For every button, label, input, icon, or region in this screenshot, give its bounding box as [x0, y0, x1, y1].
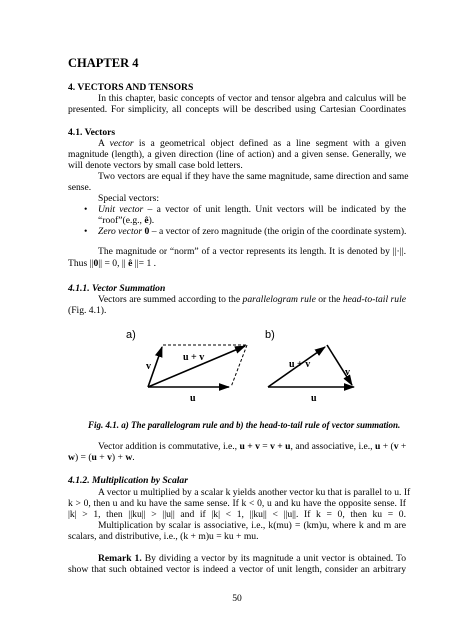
equal-vectors-line-1: Two vectors are equal if they have the same magnitude, same direction and same — [98, 171, 409, 182]
page-number: 50 — [232, 593, 242, 604]
bullet-2: • — [84, 226, 88, 237]
addition-line-1: Vector addition is commutative, i.e., u + v = v + u, and associative, i.e., u + (v + — [98, 441, 407, 452]
fig-a-label-v: v — [146, 361, 151, 372]
fig-panel-b-label: b) — [265, 329, 275, 341]
fig-a-label-u: u — [190, 393, 196, 404]
figure-caption: Fig. 4.1. a) The parallelogram rule and b) the head-to-tail rule of vector summation. — [88, 420, 401, 430]
zero-vector-line: Zero vector 0 – a vector of zero magnitude (the origin of the coordinate system). — [98, 226, 407, 237]
fig-b-label-u: u — [311, 393, 317, 404]
fig-b-label-u-plus-v: u + v — [289, 359, 311, 370]
scalar-line-3: |k| > 1, then ||ku|| > ||u|| and if |k| < 1, ||ku|| < ||u||. If k = 0, then ku = 0. — [68, 509, 406, 520]
bullet-1: • — [84, 204, 88, 215]
vector-definition-line-1: A vector is a geometrical object defined as a line segment with a given — [98, 138, 406, 149]
unit-vector-line-1: Unit vector – a vector of unit length. Unit vectors will be indicated by the — [98, 204, 406, 215]
scalar-line-5: scalars, and distributive, i.e., (k + m)u = ku + mu. — [68, 531, 259, 542]
chapter-heading: CHAPTER 4 — [68, 56, 139, 70]
unit-vector-line-2: “roof”(e.g., ê). — [98, 215, 155, 226]
scalar-line-1: A vector u multiplied by a scalar k yields another vector ku that is parallel to u. If — [98, 487, 411, 498]
equal-vectors-line-2: sense. — [68, 182, 92, 193]
summation-line-1: Vectors are summed according to the parallelogram rule or the head-to-tail rule — [98, 294, 406, 305]
fig-panel-a-label: a) — [126, 329, 136, 341]
scalar-line-2: k > 0, then u and ku have the same sense. If k < 0, u and ku have the opposite sense. If — [68, 498, 406, 509]
addition-line-2: w) = (u + v) + w. — [68, 452, 135, 463]
summation-line-2: (Fig. 4.1). — [68, 305, 107, 316]
section-4-1-1-heading: 4.1.1. Vector Summation — [68, 283, 166, 294]
norm-line-1: The magnitude or “norm” of a vector represents its length. It is denoted by ||·||. — [98, 246, 406, 257]
norm-line-2: Thus ||0|| = 0, || ê ||= 1 . — [68, 258, 157, 269]
intro-line-2: presented. For simplicity, all concepts will be described using Cartesian Coordinates — [68, 104, 406, 115]
special-vectors-label: Special vectors: — [98, 193, 160, 204]
remark-line-2: show that such obtained vector is indeed a vector of unit length, consider an arbitrary — [68, 564, 406, 575]
remark-line-1: Remark 1. By dividing a vector by its magnitude a unit vector is obtained. To — [98, 553, 406, 564]
section-4-1-heading: 4.1. Vectors — [68, 127, 116, 138]
vector-definition-line-3: will denote vectors by small case bold letters. — [68, 160, 243, 171]
intro-line-1: In this chapter, basic concepts of vector and tensor algebra and calculus will be — [98, 93, 406, 104]
scalar-line-4: Multiplication by scalar is associative, i.e., k(mu) = (km)u, where k and m are — [98, 520, 406, 531]
fig-b-label-v: v — [345, 367, 350, 378]
section-4-heading: 4. VECTORS AND TENSORS — [68, 82, 194, 93]
section-4-1-2-heading: 4.1.2. Multiplication by Scalar — [68, 475, 188, 486]
fig-b-vector-v-arrow — [327, 345, 352, 385]
fig-a-label-u-plus-v: u + v — [183, 352, 205, 363]
vector-definition-line-2: magnitude (length), a given direction (line of action) and a given sense. Generally, we — [68, 149, 406, 160]
